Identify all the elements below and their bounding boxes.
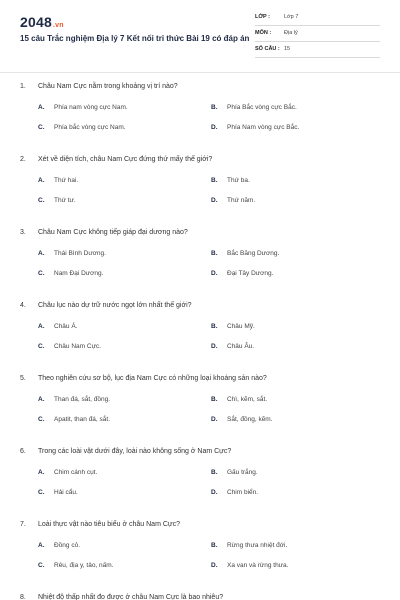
question-2-text [20, 156, 212, 163]
option-d[interactable] [211, 197, 255, 204]
meta-class-value: Lớp 7 [284, 14, 299, 20]
option-d[interactable] [211, 416, 273, 423]
option-d[interactable] [211, 489, 258, 496]
question-4-text [20, 302, 192, 309]
option-d[interactable] [211, 562, 288, 569]
question-stem: Châu Nam Cực nằm trong khoảng vị trí nào? [38, 83, 178, 90]
option-letter: C. [38, 562, 45, 569]
option-letter: C. [38, 270, 45, 277]
option-letter: A. [38, 177, 45, 184]
question-7-text [20, 521, 180, 528]
question-8-text [20, 594, 223, 600]
question-number: 4. [20, 302, 26, 309]
option-text: Thứ ba. [227, 177, 250, 184]
option-letter: D. [211, 416, 218, 423]
option-text: Xa van và rừng thưa. [227, 562, 289, 569]
option-a[interactable] [38, 250, 106, 257]
question-1-text [20, 83, 178, 90]
option-a[interactable] [38, 177, 78, 184]
question-8 [0, 591, 400, 600]
option-d[interactable] [211, 270, 273, 277]
option-text: Hải cẩu. [54, 489, 78, 496]
question-stem: Châu lục nào dự trữ nước ngọt lớn nhất thế giới? [38, 302, 192, 309]
question-stem: Xét về diện tích, châu Nam Cực đứng thứ mấy thế giới? [38, 156, 213, 163]
option-letter: A. [38, 104, 45, 111]
option-text: Thứ năm. [227, 197, 256, 204]
page-header [0, 0, 400, 72]
option-text: Chim biển. [227, 489, 259, 496]
question-3-text [20, 229, 188, 236]
question-number: 3. [20, 229, 26, 236]
option-c[interactable] [38, 489, 78, 496]
option-letter: C. [38, 343, 45, 350]
option-c[interactable] [38, 416, 110, 423]
option-letter: C. [38, 489, 45, 496]
site-logo[interactable] [20, 14, 64, 30]
option-b[interactable] [211, 542, 287, 549]
logo-text: 2048 [20, 14, 52, 30]
option-b[interactable] [211, 396, 267, 403]
question-3 [0, 226, 400, 299]
option-b[interactable] [211, 104, 297, 111]
question-stem: Châu Nam Cực không tiếp giáp đại dương nào? [38, 229, 188, 236]
question-stem: Loài thực vật nào tiêu biểu ở châu Nam Cực? [38, 521, 180, 528]
question-number: 1. [20, 83, 26, 90]
option-letter: C. [38, 416, 45, 423]
question-6-text [20, 448, 231, 455]
option-text: Rừng thưa nhiệt đới. [227, 542, 288, 549]
option-letter: B. [211, 542, 218, 549]
option-c[interactable] [38, 197, 76, 204]
question-number: 7. [20, 521, 26, 528]
meta-count-row [255, 42, 380, 58]
question-number: 5. [20, 375, 26, 382]
option-c[interactable] [38, 124, 126, 131]
option-text: Chim cánh cụt. [54, 469, 98, 476]
option-text: Gấu trắng. [227, 469, 258, 476]
question-2 [0, 153, 400, 226]
question-number: 2. [20, 156, 26, 163]
option-text: Thái Bình Dương. [54, 250, 106, 257]
option-b[interactable] [211, 469, 258, 476]
option-letter: B. [211, 396, 218, 403]
option-a[interactable] [38, 104, 128, 111]
option-letter: B. [211, 250, 218, 257]
option-text: Châu Mỹ. [227, 323, 255, 330]
option-text: Sắt, đồng, kẽm. [227, 416, 273, 423]
option-letter: A. [38, 396, 45, 403]
option-text: Đồng cỏ. [54, 542, 81, 549]
option-letter: D. [211, 489, 218, 496]
meta-count-label: SỐ CÂU : [255, 46, 280, 52]
option-letter: D. [211, 124, 218, 131]
option-letter: D. [211, 197, 218, 204]
option-letter: C. [38, 197, 45, 204]
question-6 [0, 445, 400, 518]
meta-subject-label: MÔN : [255, 30, 272, 36]
meta-subject-row [255, 26, 380, 42]
option-d[interactable] [211, 343, 254, 350]
option-text: Phía nam vòng cực Nam. [54, 104, 128, 111]
option-letter: D. [211, 562, 218, 569]
question-stem: Trong các loài vật dưới đây, loài nào không sống ở Nam Cực? [38, 448, 232, 455]
option-letter: D. [211, 270, 218, 277]
option-text: Apatit, than đá, sắt. [54, 416, 111, 423]
option-a[interactable] [38, 469, 97, 476]
option-text: Phía bắc vòng cực Nam. [54, 124, 126, 131]
question-5 [0, 372, 400, 445]
option-b[interactable] [211, 250, 279, 257]
header-divider [0, 72, 400, 73]
option-letter: A. [38, 250, 45, 257]
option-text: Rêu, địa y, tảo, nấm. [54, 562, 114, 569]
option-d[interactable] [211, 124, 299, 131]
meta-count-value: 15 [284, 46, 291, 52]
meta-class-row [255, 10, 380, 26]
option-text: Bắc Băng Dương. [227, 250, 280, 257]
question-1 [0, 80, 400, 153]
option-text: Than đá, sắt, đồng. [54, 396, 111, 403]
question-5-text [20, 375, 267, 382]
option-letter: B. [211, 104, 218, 111]
option-c[interactable] [38, 562, 114, 569]
option-letter: B. [211, 469, 218, 476]
question-list [0, 80, 400, 600]
question-stem: Theo nghiên cứu sơ bộ, lục địa Nam Cực có những loại khoáng sản nào? [38, 375, 267, 382]
option-a[interactable] [38, 396, 110, 403]
question-number: 6. [20, 448, 26, 455]
option-letter: A. [38, 542, 45, 549]
option-text: Đại Tây Dương. [227, 270, 274, 277]
option-letter: B. [211, 177, 218, 184]
option-text: Châu Nam Cực. [54, 343, 101, 350]
option-a[interactable] [38, 323, 78, 330]
option-text: Thứ tư. [54, 197, 76, 204]
question-stem: Nhiệt độ thấp nhất đo được ở châu Nam Cực là bao nhiêu? [38, 594, 224, 600]
option-text: Chì, kẽm, sắt. [227, 396, 268, 403]
option-letter: D. [211, 343, 218, 350]
option-letter: A. [38, 469, 45, 476]
option-text: Phía Nam vòng cực Bắc. [227, 124, 300, 131]
option-letter: A. [38, 323, 45, 330]
option-c[interactable] [38, 343, 101, 350]
question-number: 8. [20, 594, 26, 600]
option-letter: C. [38, 124, 45, 131]
option-text: Nam Đại Dương. [54, 270, 104, 277]
option-text: Châu Á. [54, 323, 78, 330]
meta-class-label: LỚP : [255, 14, 270, 20]
option-text: Phía Bắc vòng cực Bắc. [227, 104, 297, 111]
option-b[interactable] [211, 177, 250, 184]
option-b[interactable] [211, 323, 255, 330]
option-c[interactable] [38, 270, 103, 277]
document-title: 15 câu Trắc nghiệm Địa lý 7 Kết nối tri thức Bài 19 có đáp án [20, 34, 250, 43]
question-4 [0, 299, 400, 372]
meta-subject-value: Địa lý [284, 30, 298, 36]
question-7 [0, 518, 400, 591]
option-text: Thứ hai. [54, 177, 79, 184]
option-a[interactable] [38, 542, 80, 549]
option-text: Châu Âu. [227, 343, 255, 350]
option-letter: B. [211, 323, 218, 330]
logo-suffix: .vn [52, 22, 64, 29]
